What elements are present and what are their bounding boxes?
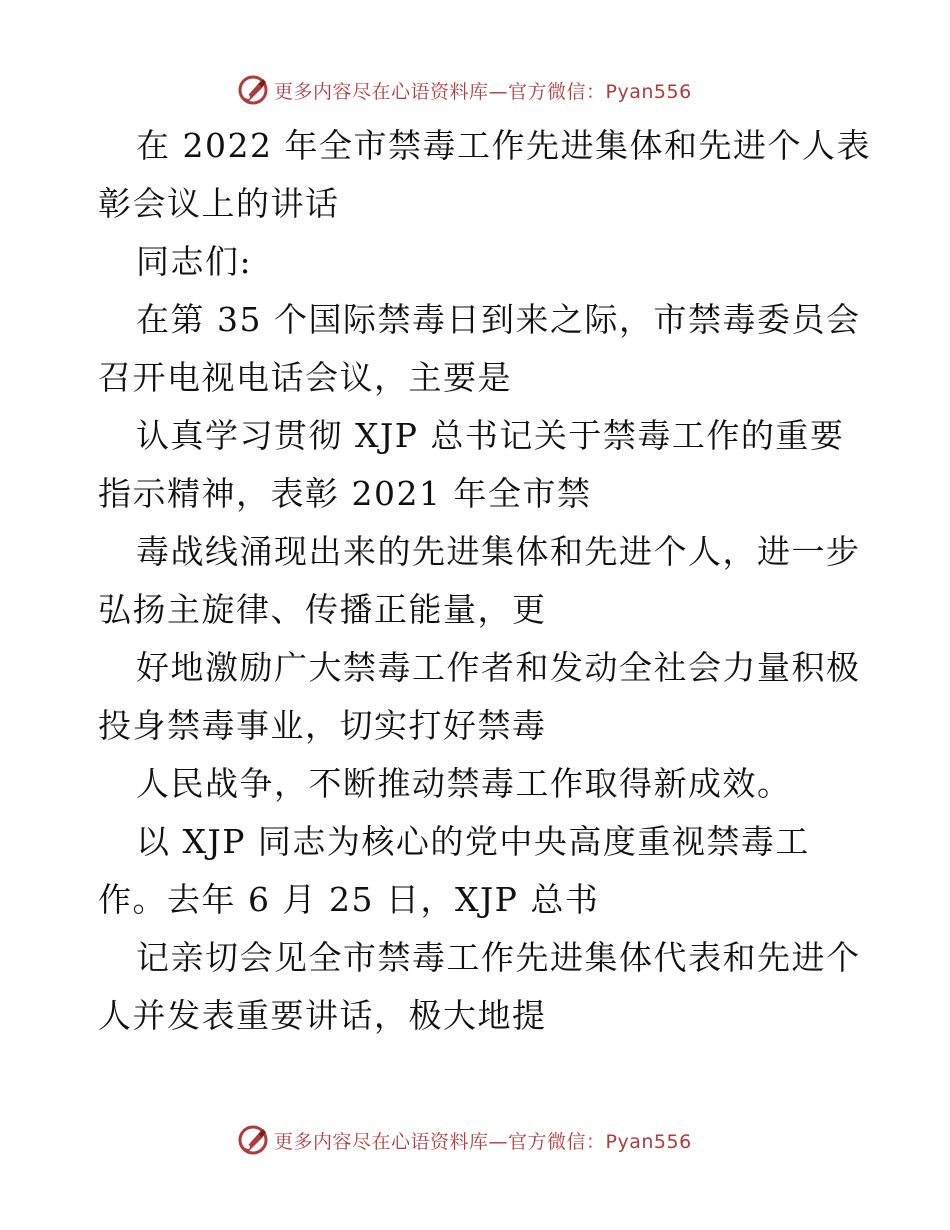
text-line: 在第 35 个国际禁毒日到来之际，市禁毒委员会 <box>136 300 861 339</box>
text-line: 好地激励广大禁毒工作者和发动全社会力量积极 <box>136 648 861 687</box>
document-body <box>98 117 871 1045</box>
text-line: 人并发表重要讲话，极大地提 <box>98 996 547 1035</box>
text-line: 人民战争，不断推动禁毒工作取得新成效。 <box>136 764 792 803</box>
pen-logo-icon <box>236 73 270 107</box>
text-line: 在 2022 年全市禁毒工作先进集体和先进个人表 <box>136 126 871 165</box>
pen-logo-icon <box>236 1123 270 1157</box>
text-line: 指示精神，表彰 2021 年全市禁 <box>98 474 592 513</box>
text-line: 弘扬主旋律、传播正能量，更 <box>98 590 547 629</box>
text-line: 以 XJP 同志为核心的党中央高度重视禁毒工 <box>136 822 810 861</box>
text-line: 作。去年 6 月 25 日，XJP 总书 <box>98 880 600 919</box>
text-line: 认真学习贯彻 XJP 总书记关于禁毒工作的重要 <box>136 416 845 455</box>
header-watermark <box>236 73 692 107</box>
text-line: 投身禁毒事业，切实打好禁毒 <box>98 706 547 745</box>
watermark-text: 更多内容尽在心语资料库—官方微信：Pyan556 <box>274 80 692 103</box>
text-line: 记亲切会见全市禁毒工作先进集体代表和先进个 <box>136 938 861 977</box>
text-line: 毒战线涌现出来的先进集体和先进个人，进一步 <box>136 532 861 571</box>
footer-watermark <box>236 1123 692 1157</box>
text-line: 彰会议上的讲话 <box>98 184 340 223</box>
text-line: 同志们: <box>136 242 253 281</box>
text-line: 召开电视电话会议，主要是 <box>98 358 512 397</box>
watermark-text: 更多内容尽在心语资料库—官方微信：Pyan556 <box>274 1130 692 1153</box>
